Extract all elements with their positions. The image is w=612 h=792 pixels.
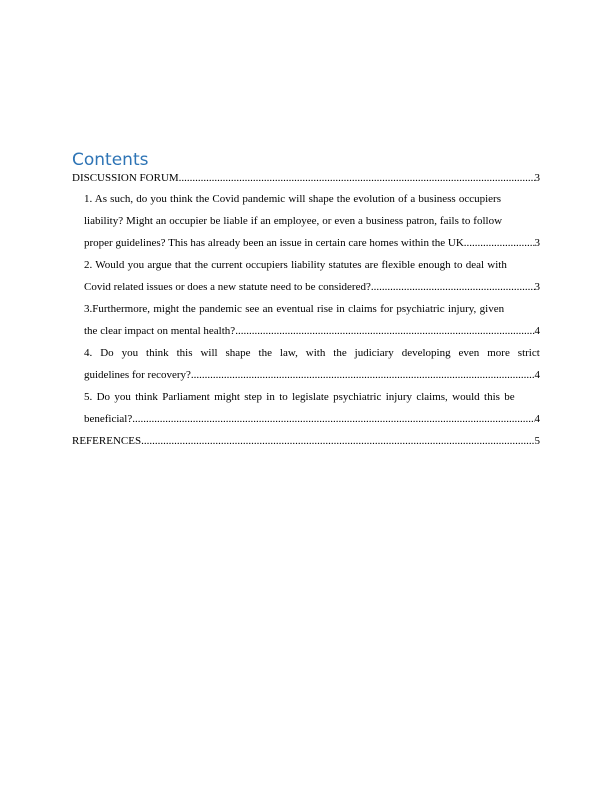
toc-entry-text-line: liability? Might an occupier be liable if an employee, or even a business patron, fails to follow [84, 215, 503, 227]
toc-leader-dots [132, 412, 534, 426]
toc-entry-text-line: 3.Furthermore, might the pandemic see an eventual rise in claims for psychiatric injury, given [84, 303, 505, 315]
toc-entry-text-line: guidelines for recovery? [84, 369, 191, 381]
toc-entry-text-line: 5. Do you think Parliament might step in to legislate psychiatric injury claims, would this be [84, 391, 515, 403]
toc-page-number: 4 [534, 369, 540, 381]
toc-entry-text-line: proper guidelines? This has already been an issue in certain care homes within the UK [84, 237, 464, 249]
toc-leader-dots [191, 368, 535, 382]
contents-heading: Contents [72, 150, 149, 170]
toc-page-number: 4 [534, 413, 540, 425]
toc-entry-discussion-forum[interactable] [72, 171, 540, 192]
toc-leader-dots [235, 324, 534, 338]
toc-page-number: 3 [534, 281, 540, 293]
toc-entry-title: REFERENCES [72, 435, 142, 447]
toc-entry-question-2[interactable] [72, 258, 540, 302]
toc-entry-text-line: 4. Do you think this will shape the law, with the judiciary developing even more strict [84, 347, 540, 359]
toc-entry-question-4[interactable] [72, 346, 540, 390]
toc-entry-text-line: the clear impact on mental health? [84, 325, 236, 337]
toc-entry-question-5[interactable] [72, 390, 540, 434]
toc-page-number: 3 [534, 237, 540, 249]
toc-leader-dots [141, 434, 534, 448]
toc-page-number: 3 [534, 172, 540, 184]
toc-entry-question-3[interactable] [72, 302, 540, 346]
toc-page-number: 5 [534, 435, 540, 447]
toc-entry-references[interactable] [72, 434, 540, 456]
toc-entry-text-line: 2. Would you argue that the current occupiers liability statutes are flexible enough to deal with [84, 259, 507, 271]
toc-entry-text-line: Covid related issues or does a new statute need to be considered? [84, 281, 371, 293]
table-of-contents [72, 171, 540, 456]
toc-entry-text-line: beneficial? [84, 413, 133, 425]
toc-entry-question-1[interactable] [72, 192, 540, 258]
toc-leader-dots [179, 171, 535, 185]
toc-page-number: 4 [534, 325, 540, 337]
toc-entry-text-line: 1. As such, do you think the Covid pandemic will shape the evolution of a business occupiers [84, 193, 502, 205]
toc-entry-title: DISCUSSION FORUM [72, 172, 179, 184]
toc-leader-dots [464, 236, 535, 250]
toc-leader-dots [371, 280, 535, 294]
